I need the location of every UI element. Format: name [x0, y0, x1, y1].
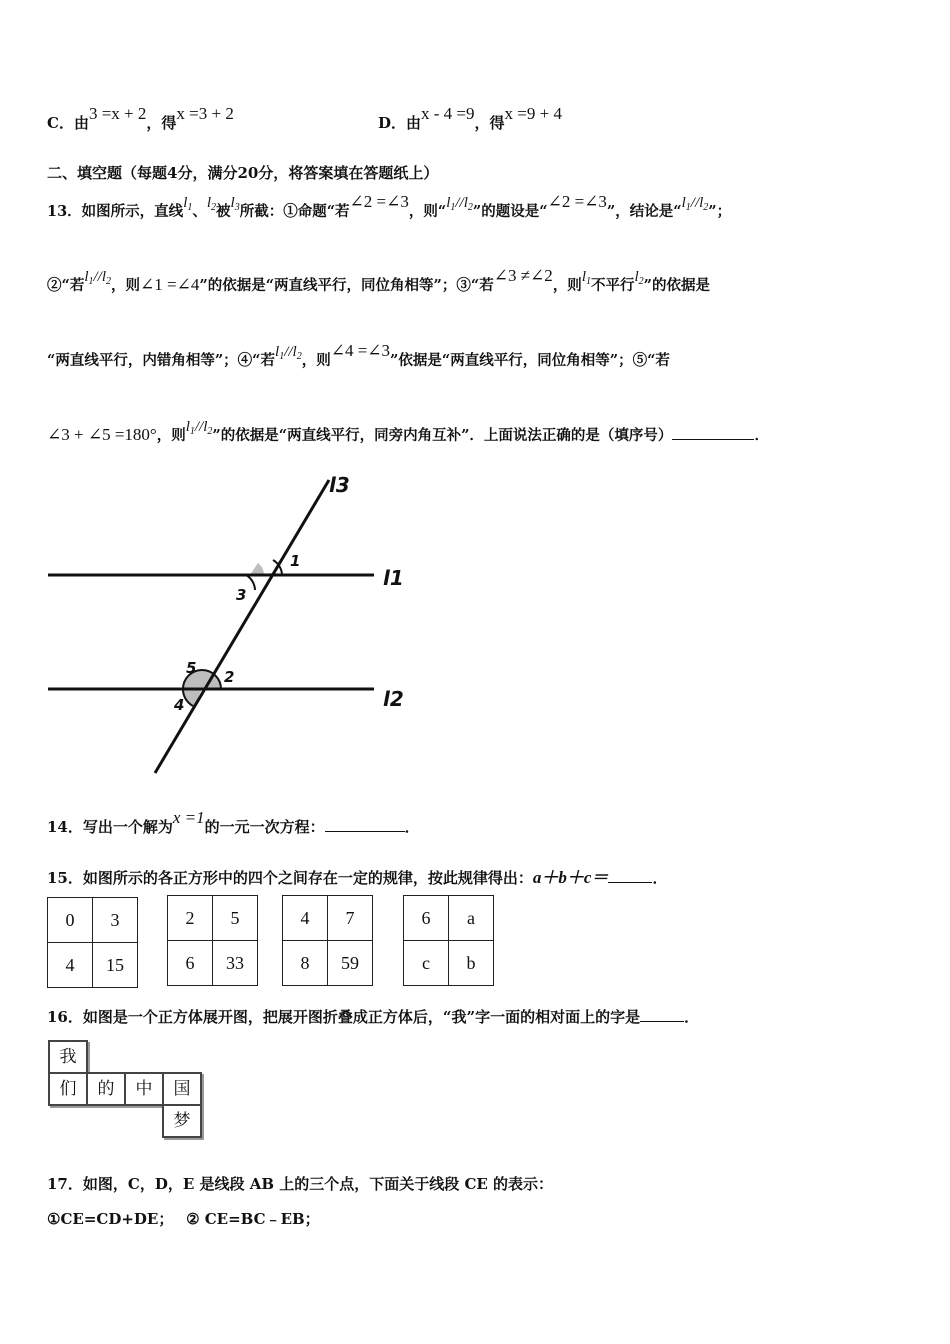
option-c-mid: ，得	[146, 114, 177, 132]
q14	[47, 808, 420, 837]
q13-line2	[47, 266, 710, 295]
q15-text: ．	[652, 869, 668, 887]
answer-blank[interactable]	[672, 425, 754, 440]
sub: 2	[207, 426, 213, 437]
var-l: l	[183, 195, 188, 211]
label-l3: l3	[329, 473, 350, 497]
sub: 1	[88, 276, 94, 287]
math: x =1	[172, 808, 205, 827]
sub: 2	[703, 202, 709, 213]
cell: a	[449, 896, 494, 941]
q13-text: ，则	[301, 352, 331, 369]
net-cell-guo: 国	[162, 1072, 202, 1106]
var-l: l	[101, 269, 107, 285]
q14-text: ．	[404, 818, 420, 836]
parallel: //	[284, 344, 293, 360]
net-cell-meng: 梦	[162, 1104, 202, 1138]
angle-3-shade	[250, 563, 264, 575]
q13-text: 被	[216, 203, 231, 220]
q13-text: ”；	[708, 203, 732, 220]
line-l3	[155, 480, 329, 773]
sub: 3	[234, 202, 240, 213]
label-l1: l1	[383, 566, 404, 590]
parallel: //	[93, 269, 102, 285]
q13-text: 13．如图所示，直线	[47, 203, 184, 220]
net-cell-de: 的	[86, 1072, 126, 1106]
q16-text: 16．如图是一个正方体展开图，把展开图折叠成正方体后，“我”字一面的相对面上的字是	[47, 1008, 641, 1026]
q14-text: 14．写出一个解为	[47, 818, 173, 836]
var-l: l	[84, 269, 89, 285]
square-2	[167, 895, 258, 986]
label-l2: l2	[383, 687, 404, 711]
option-d-mid: ，得	[474, 114, 505, 132]
cell: 33	[213, 941, 258, 986]
var-l: l	[446, 195, 451, 211]
parallel: //	[194, 419, 204, 435]
sub: 1	[685, 202, 691, 213]
var-l: l	[634, 269, 639, 285]
option-d-eq2: x =9 + 4	[504, 104, 562, 123]
angle-1-label: 1	[290, 552, 301, 570]
sub: 1	[450, 202, 456, 213]
q13-text: ，则	[111, 277, 141, 294]
cell: 15	[93, 943, 138, 988]
sub: 2	[467, 202, 473, 213]
angle-2-label: 2	[224, 668, 235, 686]
q13-line3	[47, 341, 670, 370]
q14-text: 的一元一次方程：	[204, 818, 325, 836]
q13-text: 所截：①命题“若	[239, 203, 350, 220]
var-l: l	[581, 269, 586, 285]
q13-line4	[47, 419, 769, 445]
math: ∠2 =∠3	[349, 192, 409, 211]
q17-line2: ①CE=CD+DE； ② CE=BC﹣EB；	[47, 1210, 320, 1228]
q13-text: ，则	[156, 427, 186, 444]
math: ∠1 =∠4	[140, 275, 200, 294]
var-l: l	[206, 195, 212, 211]
var-l: l	[275, 344, 280, 360]
cell: 59	[328, 941, 373, 986]
answer-blank[interactable]	[640, 1007, 684, 1022]
cell: 6	[168, 941, 213, 986]
var-l: l	[463, 195, 468, 211]
parallel: //	[690, 195, 700, 211]
math: ∠3 + ∠5 =180°	[47, 425, 157, 444]
q15	[47, 863, 667, 888]
option-d-eq1: x - 4 =9	[421, 104, 475, 123]
q16	[47, 1006, 699, 1027]
net-cell-wo: 我	[48, 1040, 88, 1074]
option-c-label: C．由	[47, 114, 89, 132]
math: a＋b＋c＝	[532, 868, 609, 887]
var-l: l	[699, 195, 704, 211]
var-l: l	[681, 195, 686, 211]
answer-blank[interactable]	[608, 868, 652, 883]
q13-text: 、	[192, 203, 207, 220]
q13-text: ”的题设是“	[472, 203, 548, 220]
q13-text: ，则	[552, 277, 582, 294]
sub: 1	[585, 276, 591, 287]
sub: 1	[189, 426, 195, 437]
var-l: l	[185, 419, 190, 435]
q13-text: ”的依据是“两直线平行，同旁内角互补”．上面说法正确的是（填序号）	[212, 427, 673, 444]
cell: 5	[213, 896, 258, 941]
sub: 2	[296, 351, 302, 362]
parallel-lines-figure	[40, 470, 420, 780]
option-c	[47, 104, 234, 133]
q13-text: ”的依据是	[643, 277, 710, 294]
angle-3-label: 3	[236, 586, 247, 604]
square-1	[47, 897, 138, 988]
cell: 7	[328, 896, 373, 941]
math: ∠3 ≠∠2	[493, 266, 553, 285]
sub: 1	[187, 202, 193, 213]
section-heading: 二、填空题（每题4分，满分20分，将答案填在答题纸上）	[47, 164, 439, 182]
cell: 6	[404, 896, 449, 941]
cell: 2	[168, 896, 213, 941]
math: ∠4 =∠3	[330, 341, 391, 360]
net-cell-men: 们	[48, 1072, 88, 1106]
parallel: //	[455, 195, 464, 211]
q13-text: 不平行	[590, 277, 635, 294]
var-l: l	[292, 344, 297, 360]
q16-text: ．	[684, 1008, 700, 1026]
cell: c	[404, 941, 449, 986]
option-d	[378, 104, 562, 133]
option-c-eq2: x =3 + 2	[176, 104, 234, 123]
cell: b	[449, 941, 494, 986]
option-d-label: D．由	[378, 114, 422, 132]
angle-4-label: 4	[174, 696, 185, 714]
q15-text: 15．如图所示的各正方形中的四个之间存在一定的规律，按此规律得出：	[47, 869, 533, 887]
sub: 2	[638, 276, 644, 287]
q13-text: ”，结论是“	[606, 203, 682, 220]
q13-text: ②“若	[47, 277, 85, 294]
square-4	[403, 895, 494, 986]
cell: 4	[48, 943, 93, 988]
angle-3-arc	[246, 575, 255, 590]
option-c-eq1: 3 =x + 2	[88, 104, 147, 123]
cell: 3	[93, 898, 138, 943]
q13-line1	[47, 192, 732, 221]
square-3	[282, 895, 373, 986]
var-l: l	[203, 419, 208, 435]
cell: 0	[48, 898, 93, 943]
q17-line1: 17．如图，C，D，E 是线段 AB 上的三个点，下面关于线段 CE 的表示：	[47, 1175, 554, 1193]
q13-text: ，则“	[408, 203, 447, 220]
net-cell-zhong: 中	[124, 1072, 164, 1106]
cell: 4	[283, 896, 328, 941]
q13-text: ”的依据是“两直线平行，同位角相等”；③“若	[199, 277, 494, 294]
q13-text: ．	[754, 427, 769, 444]
q13-text: “两直线平行，内错角相等”；④“若	[47, 352, 276, 369]
q13-text: ”依据是“两直线平行，同位角相等”；⑤“若	[390, 352, 670, 369]
sub: 1	[279, 351, 285, 362]
var-l: l	[230, 195, 235, 211]
math: ∠2 =∠3	[547, 192, 607, 211]
answer-blank[interactable]	[325, 817, 405, 832]
sub: 2	[211, 202, 217, 213]
cell: 8	[283, 941, 328, 986]
sub: 2	[106, 276, 112, 287]
angle-5-label: 5	[186, 659, 197, 677]
